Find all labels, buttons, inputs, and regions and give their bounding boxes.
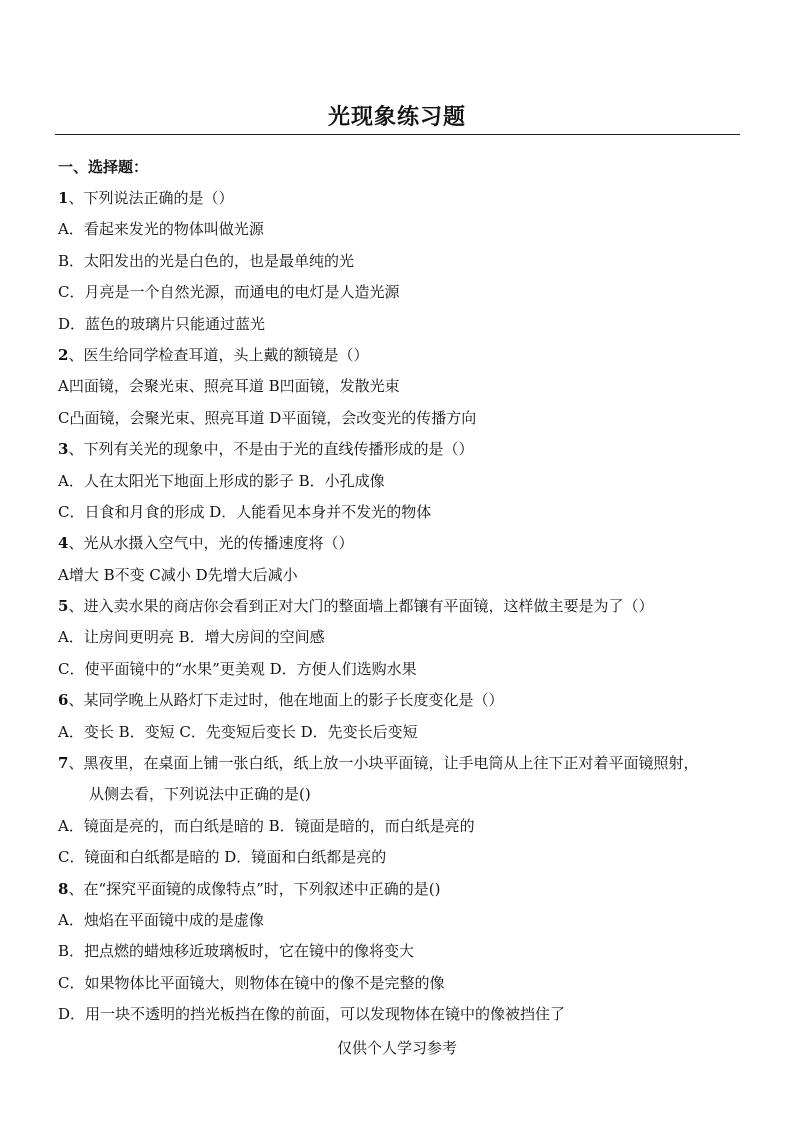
option-line: A凹面镜，会聚光束、照亮耳道 B凹面镜，发散光束 [58, 377, 400, 396]
question-text: 、下列说法正确的是（） [68, 189, 234, 207]
question-continuation: 从侧去看，下列说法中正确的是() [89, 785, 311, 804]
option-line: C．使平面镜中的“水果”更美观 D．方便人们选购水果 [58, 659, 417, 678]
question-5 [58, 591, 748, 622]
question-7 [58, 748, 748, 779]
option-line: A．人在太阳光下地面上形成的影子 B．小孔成像 [58, 471, 385, 490]
question-text: 、光从水摄入空气中，光的传播速度将（） [68, 534, 354, 553]
option-line: A．烛焰在平面镜中成的是虚像 [58, 910, 264, 929]
option-line: C．月亮是一个自然光源，而通电的电灯是人造光源 [58, 283, 400, 302]
option-line: A增大 B不变 C减小 D先增大后减小 [58, 565, 298, 584]
option-line: A．看起来发光的物体叫做光源 [58, 220, 264, 239]
option-line: B．把点燃的蜡烛移近玻璃板时，它在镜中的像将变大 [58, 942, 415, 961]
question-text: 、进入卖水果的商店你会看到正对大门的整面墙上都镶有平面镜，这样做主要是为了（） [68, 597, 654, 616]
question-3 [58, 434, 748, 465]
question-number: 6 [58, 691, 69, 710]
title-divider [55, 134, 740, 135]
question-number: 5 [58, 597, 69, 616]
option-line: B．太阳发出的光是白色的，也是最单纯的光 [58, 251, 355, 270]
question-list [58, 183, 748, 1031]
question-text: 、医生给同学检查耳道，头上戴的额镜是（） [68, 345, 369, 364]
option-line: D．蓝色的玻璃片只能通过蓝光 [58, 314, 266, 333]
option-line: C凸面镜，会聚光束、照亮耳道 D平面镜，会改变光的传播方向 [58, 408, 477, 427]
question-number: 2 [58, 345, 69, 364]
question-text: 、黑夜里，在桌面上铺一张白纸，纸上放一小块平面镜，让手电筒从上往下正对着平面镜照射， [68, 754, 699, 773]
question-text: 、在“探究平面镜的成像特点”时，下列叙述中正确的是() [68, 879, 441, 898]
option-line: C．如果物体比平面镜大，则物体在镜中的像不是完整的像 [58, 973, 445, 992]
option-line: D．用一块不透明的挡光板挡在像的前面，可以发现物体在镜中的像被挡住了 [58, 1005, 566, 1024]
question-6 [58, 685, 748, 716]
document-title: 光现象练习题 [327, 104, 466, 130]
question-8 [58, 874, 748, 905]
option-line: A．镜面是亮的，而白纸是暗的 B．镜面是暗的，而白纸是亮的 [58, 816, 475, 835]
question-number: 8 [58, 879, 69, 898]
question-2 [58, 340, 748, 371]
question-4 [58, 528, 748, 559]
page-footer: 仅供个人学习参考 [336, 1039, 457, 1057]
question-number: 7 [58, 754, 69, 773]
option-line: C．日食和月食的形成 D．人能看见本身并不发光的物体 [58, 502, 432, 521]
question-text: 、某同学晚上从路灯下走过时，他在地面上的影子长度变化是（） [68, 691, 504, 710]
question-number: 3 [58, 440, 69, 459]
question-number: 4 [58, 534, 69, 553]
option-line: A．让房间更明亮 B．增大房间的空间感 [58, 628, 325, 647]
section-heading: 一、选择题： [58, 158, 149, 176]
question-number: 1 [58, 189, 69, 207]
question-1 [58, 183, 748, 214]
option-line: C．镜面和白纸都是暗的 D．镜面和白纸都是亮的 [58, 848, 387, 867]
option-line: A．变长 B．变短 C．先变短后变长 D．先变长后变短 [58, 722, 418, 741]
question-text: 、下列有关光的现象中，不是由于光的直线传播形成的是（） [68, 440, 474, 459]
